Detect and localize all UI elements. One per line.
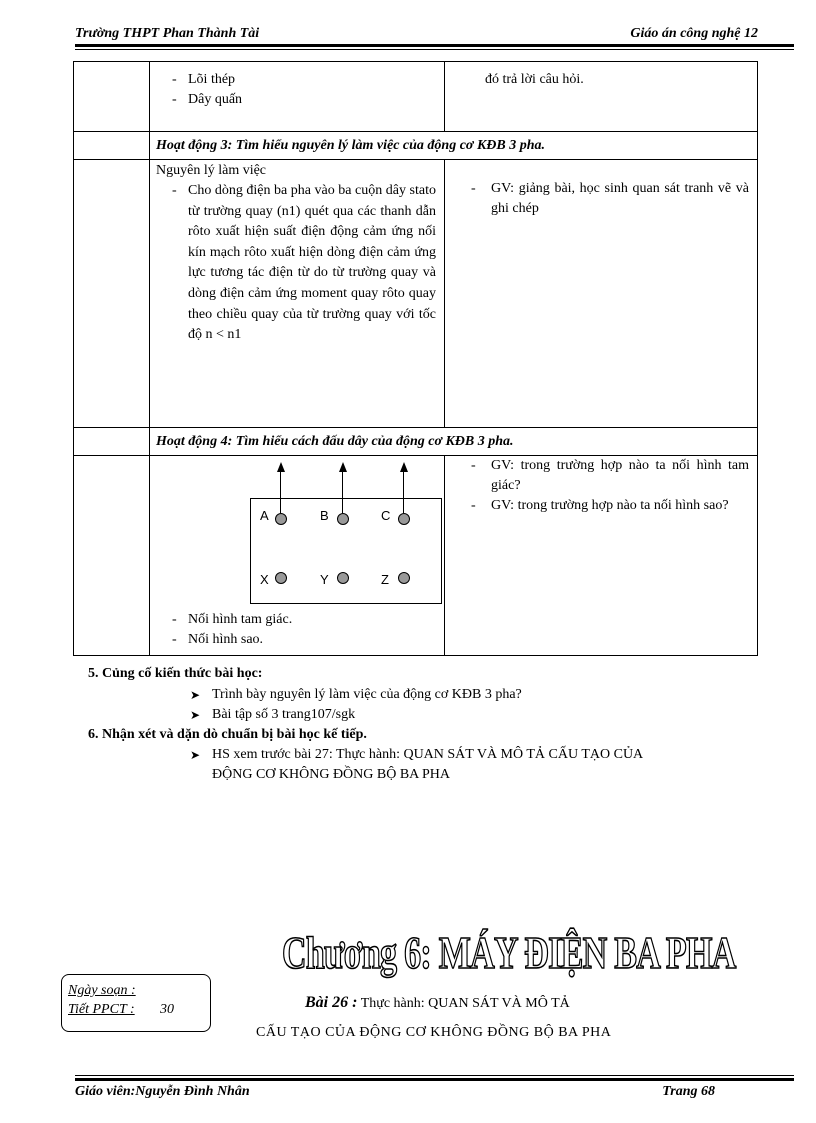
- list-item: - GV: trong trường hợp nào ta nối hình sao?: [445, 496, 757, 516]
- lesson-table: [73, 61, 758, 656]
- list-item: - GV: trong trường hợp nào ta nối hình tam giác?: [445, 456, 757, 496]
- bullet-item: ➤ Bài tập số 3 trang107/sgk: [190, 705, 355, 725]
- terminal-dot: [337, 572, 349, 584]
- section-6-title: 6. Nhận xét và dặn dò chuẩn bị bài học kế tiếp.: [88, 727, 367, 742]
- lesson-title: [305, 994, 570, 1012]
- header-rule: [75, 44, 794, 47]
- arrow-up-icon: [339, 462, 347, 472]
- cell-text: đó trả lời câu hỏi.: [485, 72, 584, 87]
- period-value: 30: [160, 1002, 174, 1017]
- date-label: Ngày soạn :: [68, 983, 136, 998]
- list-item: - Dây quấn: [150, 90, 444, 110]
- list: [445, 456, 757, 516]
- teacher-name: Giáo viên:Nguyễn Đình Nhân: [75, 1084, 250, 1099]
- table-row: [74, 456, 758, 656]
- terminal-dot: [275, 513, 287, 525]
- activity-3-title: Hoạt động 3: Tìm hiểu nguyên lý làm việc của động cơ KĐB 3 pha.: [156, 138, 546, 153]
- terminal-label: Y: [320, 572, 329, 587]
- arrow-bullet-icon: ➤: [190, 708, 201, 722]
- arrow-up-icon: [277, 462, 285, 472]
- list: [150, 610, 444, 650]
- list-item: - GV: giảng bài, học sinh quan sát tranh vẽ và ghi chép: [445, 179, 757, 219]
- table-row: [74, 428, 758, 456]
- chapter-title: Chương 6: MÁY ĐIỆN BA PHA: [282, 927, 736, 978]
- list-item: - Nối hình sao.: [150, 630, 444, 650]
- page-header: [75, 26, 758, 42]
- principle-heading: Nguyên lý làm việc: [156, 163, 267, 178]
- terminal-dot: [398, 513, 410, 525]
- table-row: [74, 132, 758, 160]
- terminal-label: C: [381, 508, 391, 523]
- arrow-bullet-icon: ➤: [190, 748, 201, 762]
- principle-item: - Cho dòng điện ba pha vào ba cuộn dây stato từ trường quay (n1) quét qua các thanh dẫn rôto xuất hiện suất điện động cảm ứng nối kín mạch rôto xuất hiện dòng điện cảm ứng lực tương tác điện từ do từ trường quay và dòng điện cảm ứng moment quay rôto quay theo chiều quay của từ trường quay với tốc độ n < n1: [150, 181, 444, 346]
- page-footer: [75, 1084, 715, 1100]
- table-row: [74, 62, 758, 132]
- document-title: Giáo án công nghệ 12: [630, 26, 758, 41]
- page-number: Trang 68: [662, 1084, 715, 1099]
- table-row: [74, 160, 758, 428]
- terminal-label: A: [260, 508, 269, 523]
- section-5-title: 5. Củng cố kiến thức bài học:: [88, 666, 263, 681]
- lesson-title-line2: CẤU TẠO CỦA ĐỘNG CƠ KHÔNG ĐỒNG BỘ BA PHA: [256, 1025, 612, 1040]
- footer-rule-thin: [75, 1075, 794, 1076]
- list: [445, 179, 757, 219]
- terminal-dot: [275, 572, 287, 584]
- terminal-label: X: [260, 572, 269, 587]
- bullet-item: ➤ HS xem trước bài 27: Thực hành: QUAN SÁT VÀ MÔ TẢ CẤU TẠO CỦA: [190, 745, 643, 765]
- period-label: Tiết PPCT :: [68, 1002, 135, 1017]
- list-item: - Nối hình tam giác.: [150, 610, 444, 630]
- footer-rule: [75, 1078, 794, 1081]
- terminal-label: B: [320, 508, 329, 523]
- terminal-dot: [337, 513, 349, 525]
- arrow-bullet-icon: ➤: [190, 688, 201, 702]
- lesson-title-line1: Thực hành: QUAN SÁT VÀ MÔ TẢ: [357, 996, 570, 1011]
- lesson-number: Bài 26 :: [305, 994, 358, 1011]
- list: [150, 70, 444, 110]
- terminal-label: Z: [381, 572, 389, 587]
- date-box: [61, 974, 211, 1032]
- list-item: - Lõi thép: [150, 70, 444, 90]
- activity-4-title: Hoạt động 4: Tìm hiểu cách đấu dây của động cơ KĐB 3 pha.: [156, 434, 514, 449]
- arrow-up-icon: [400, 462, 408, 472]
- header-rule-thin: [75, 49, 794, 50]
- bullet-item: ➤ Trình bày nguyên lý làm việc của động cơ KĐB 3 pha?: [190, 685, 522, 705]
- terminal-dot: [398, 572, 410, 584]
- bullet-continuation: ĐỘNG CƠ KHÔNG ĐỒNG BỘ BA PHA: [212, 767, 451, 782]
- terminal-diagram: [150, 456, 444, 616]
- school-name: Trường THPT Phan Thành Tài: [75, 26, 260, 41]
- list: [150, 181, 444, 346]
